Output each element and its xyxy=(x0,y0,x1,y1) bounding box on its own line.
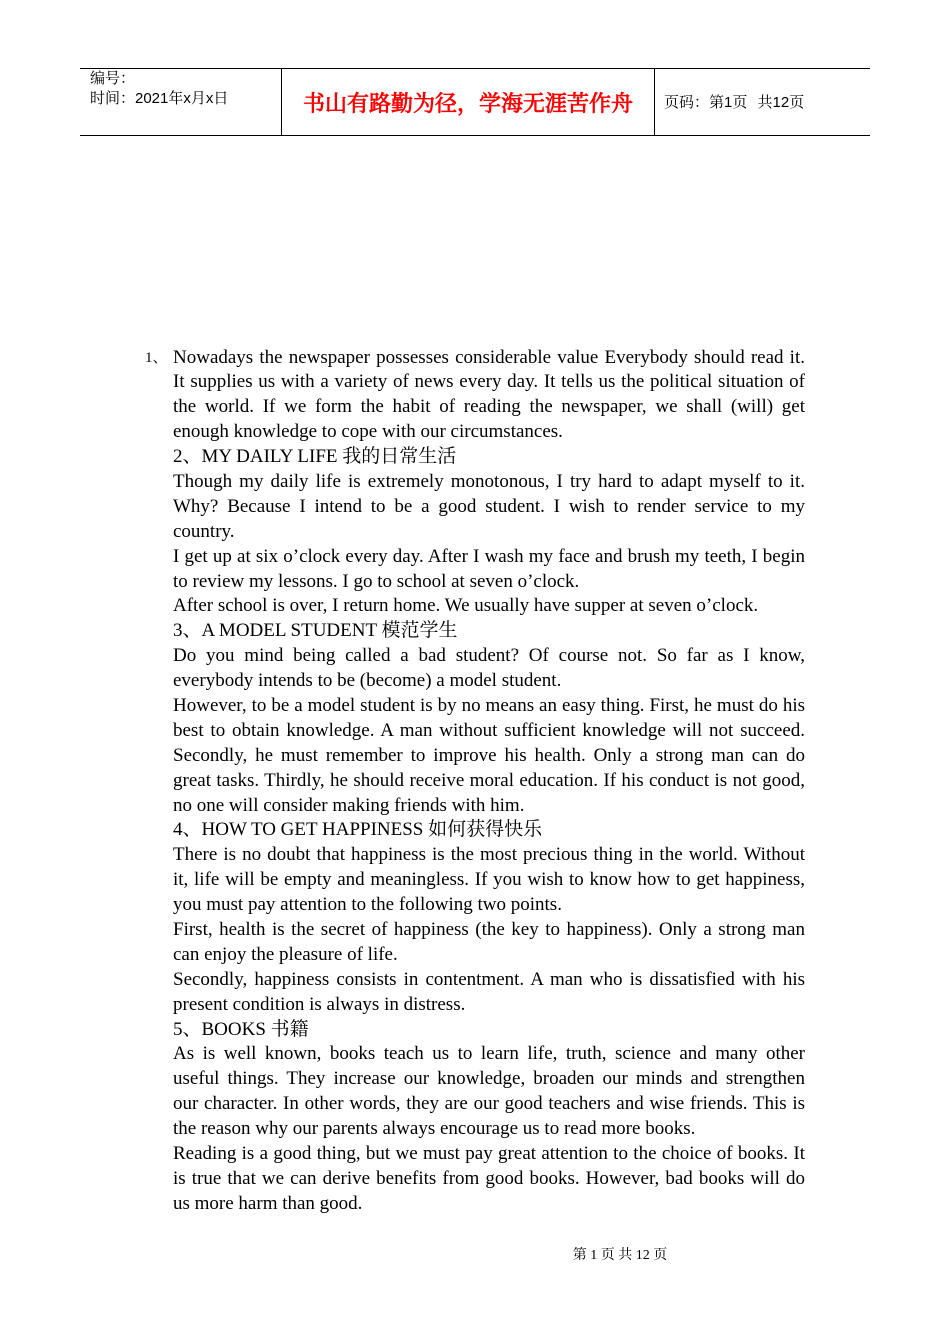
body-line: It supplies us with a variety of news every day. It tells us the political situation of xyxy=(173,371,805,393)
body-line: our character. In other words, they are our good teachers and wise friends. This is xyxy=(173,1093,805,1115)
paragraph xyxy=(173,1042,805,1142)
body-line: Though my daily life is extremely monotonous, I try hard to adapt myself to it. xyxy=(173,470,805,492)
paragraph xyxy=(173,470,805,545)
paragraph xyxy=(173,644,805,694)
body-line: After school is over, I return home. We usually have supper at seven o’clock. xyxy=(173,595,759,617)
paragraph xyxy=(173,918,805,968)
paragraph xyxy=(173,1142,805,1217)
body-line: I get up at six o’clock every day. After I wash my face and brush my teeth, I begin xyxy=(173,545,805,567)
section-heading: 2、MY DAILY LIFE 我的日常生活 xyxy=(173,446,457,468)
body-line: best to obtain knowledge. A man without sufficient knowledge will not succeed. xyxy=(173,719,805,741)
body-line: can enjoy the pleasure of life. xyxy=(173,943,398,965)
body-line: enough knowledge to cope with our circumstances. xyxy=(173,421,563,443)
paragraph-newspaper xyxy=(145,346,805,446)
paragraph xyxy=(173,594,805,619)
paragraph xyxy=(173,545,805,595)
body-line: everybody intends to be (become) a model student. xyxy=(173,670,562,692)
body-line: Why? Because I intend to be a good student. I wish to render service to my xyxy=(173,495,805,517)
body-line: is true that we can derive benefits from good books. However, bad books will do xyxy=(173,1167,805,1189)
header-right-cell xyxy=(655,69,870,135)
paragraph xyxy=(173,694,805,818)
body-line: Reading is a good thing, but we must pay great attention to the choice of books. It xyxy=(173,1143,805,1164)
body-line: As is well known, books teach us to learn life, truth, science and many other xyxy=(173,1043,805,1065)
section-heading: 5、BOOKS 书籍 xyxy=(173,1018,309,1040)
header-left-cell xyxy=(80,69,281,135)
body-line: First, health is the secret of happiness (the key to happiness). Only a strong man xyxy=(173,918,805,940)
body-line: great tasks. Thirdly, he should receive moral education. If his conduct is not good, xyxy=(173,769,805,791)
page-info: 页码：第1页 共12页 xyxy=(664,94,805,111)
header-table xyxy=(80,68,870,136)
date-label: 时间：2021年x月x日 xyxy=(90,90,229,107)
body-line: the world. If we form the habit of reading the newspaper, we shall (will) get xyxy=(173,396,805,418)
body-line: Secondly, happiness consists in contentment. A man who is dissatisfied with his xyxy=(173,968,805,990)
motto: 书山有路勤为径，学海无涯苦作舟 xyxy=(302,91,633,116)
body-line: Secondly, he must remember to improve his health. Only a strong man can do xyxy=(173,744,805,766)
section-heading: 4、HOW TO GET HAPPINESS 如何获得快乐 xyxy=(173,819,543,841)
body-line: the reason why our parents always encourage us to read more books. xyxy=(173,1118,696,1140)
body-line: Nowadays the newspaper possesses considerable value Everybody should read it. xyxy=(173,346,805,368)
section-heading: 3、A MODEL STUDENT 模范学生 xyxy=(173,620,458,642)
body-line: country. xyxy=(173,520,235,542)
body-line: you must pay attention to the following two points. xyxy=(173,894,562,916)
body-line: it, life will be empty and meaningless. If you wish to know how to get happiness, xyxy=(173,869,805,891)
header-middle-cell xyxy=(281,69,655,135)
body-line: Do you mind being called a bad student? Of course not. So far as I know, xyxy=(173,645,805,667)
body-line: to review my lessons. I go to school at seven o’clock. xyxy=(173,570,580,592)
body-line: useful things. They increase our knowledge, broaden our minds and strengthen xyxy=(173,1068,805,1090)
serial-number-label: 编号： xyxy=(90,70,136,87)
body-line: However, to be a model student is by no means an easy thing. First, he must do his xyxy=(173,694,805,716)
body-line: no one will consider making friends with him. xyxy=(173,794,525,816)
paragraph xyxy=(173,843,805,918)
body-line: present condition is always in distress. xyxy=(173,993,466,1015)
paragraph xyxy=(173,968,805,1018)
list-number: 1、 xyxy=(145,349,168,366)
document-body xyxy=(145,346,805,1217)
body-line: There is no doubt that happiness is the most precious thing in the world. Without xyxy=(173,844,805,866)
body-line: us more harm than good. xyxy=(173,1192,363,1214)
page-footer: 第 1 页 共 12 页 xyxy=(572,1248,668,1263)
